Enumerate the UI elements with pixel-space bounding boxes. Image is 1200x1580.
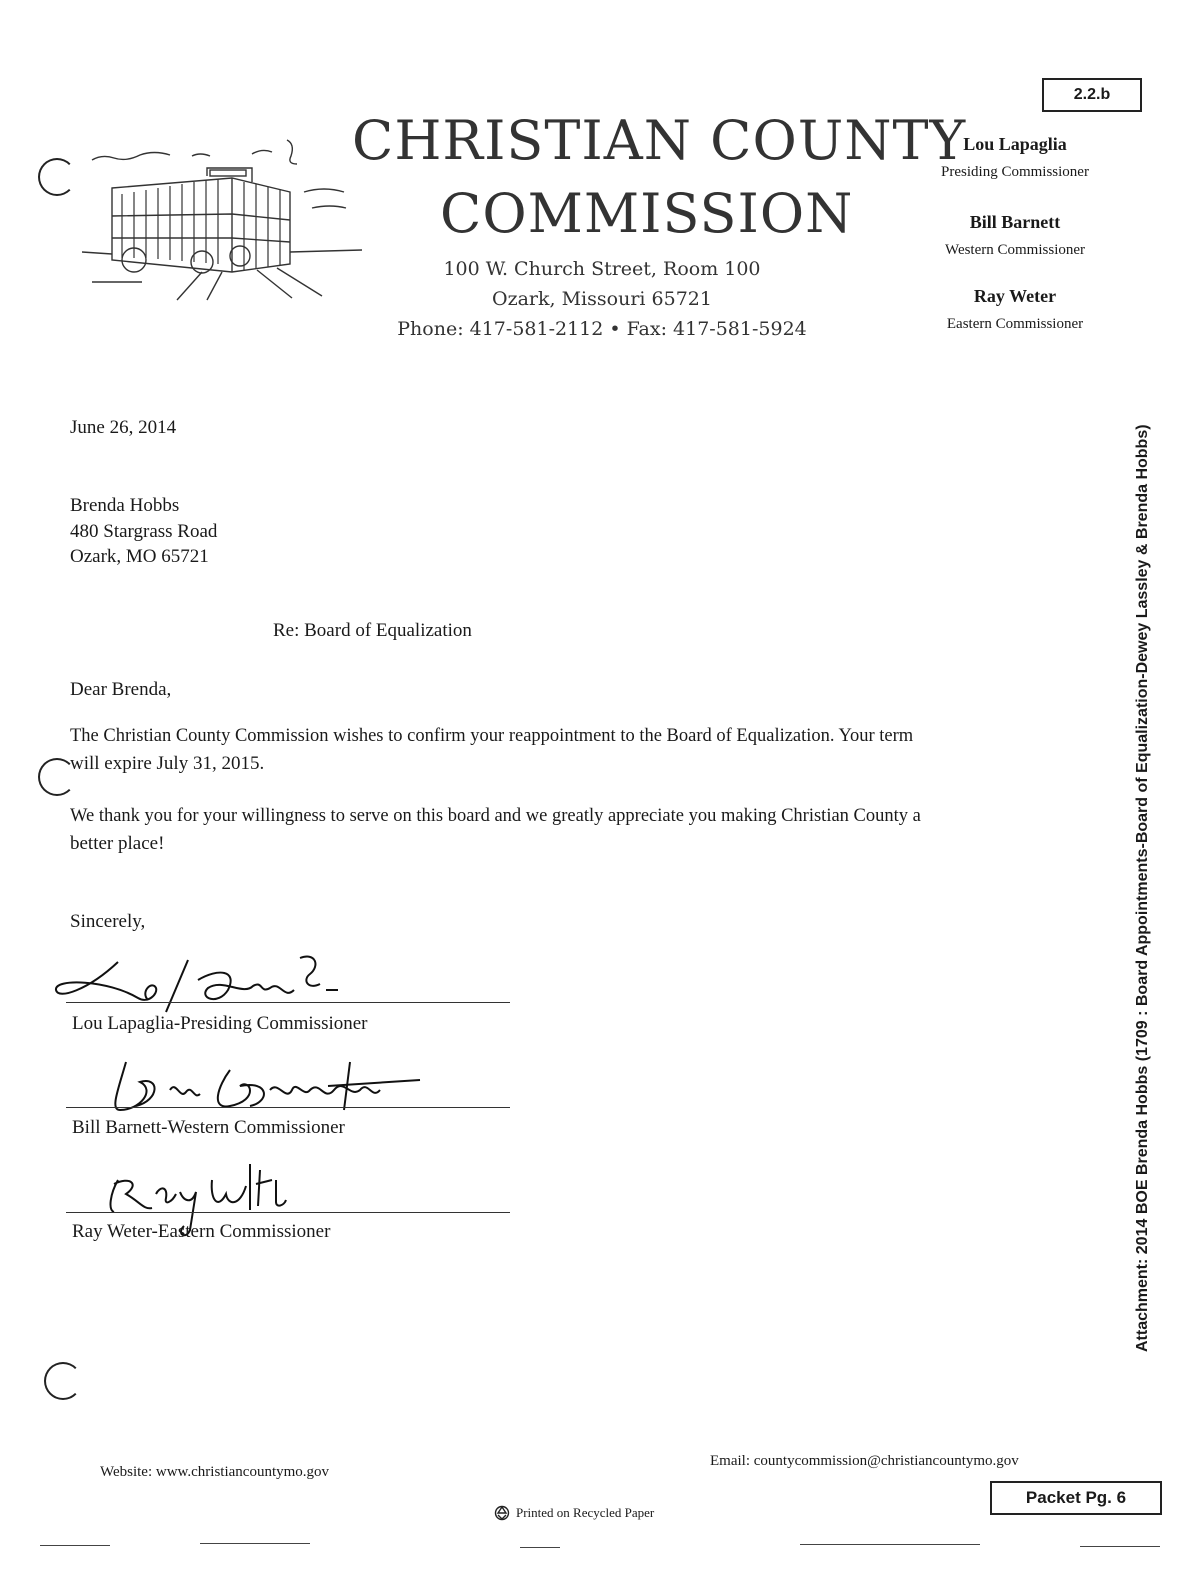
footer-website: Website: www.christiancountymo.gov bbox=[100, 1464, 330, 1480]
recycle-icon bbox=[494, 1505, 510, 1521]
signature-line bbox=[66, 1107, 510, 1108]
scan-artifact-line bbox=[1080, 1546, 1160, 1547]
scan-artifact-line bbox=[40, 1545, 110, 1546]
commissioner-role: Presiding Commissioner bbox=[941, 164, 1089, 180]
footer-email: Email: countycommission@christiancountymo.gov bbox=[710, 1453, 1019, 1469]
letter-date: June 26, 2014 bbox=[70, 417, 177, 438]
signature-line bbox=[66, 1002, 510, 1003]
letterhead-phone-fax: Phone: 417-581-2112 • Fax: 417-581-5924 bbox=[397, 318, 807, 340]
punch-hole-icon bbox=[44, 1362, 82, 1400]
recycled-text: Printed on Recycled Paper bbox=[516, 1505, 655, 1520]
scan-artifact-line bbox=[200, 1543, 310, 1544]
paragraph-line: better place! bbox=[70, 833, 165, 854]
signature-caption: Ray Weter-Eastern Commissioner bbox=[72, 1221, 331, 1242]
commissioner-name: Ray Weter bbox=[973, 286, 1057, 306]
signature-line bbox=[66, 1212, 510, 1213]
punch-hole-icon bbox=[38, 158, 76, 196]
recipient-line: 480 Stargrass Road bbox=[70, 521, 218, 542]
recycled-note bbox=[494, 1503, 754, 1523]
subject-line: Re: Board of Equalization bbox=[273, 620, 472, 641]
recipient-line: Ozark, MO 65721 bbox=[70, 546, 209, 567]
letterhead-address1: 100 W. Church Street, Room 100 bbox=[443, 258, 761, 280]
signature-caption: Bill Barnett-Western Commissioner bbox=[72, 1117, 345, 1138]
scan-artifact-line bbox=[520, 1547, 560, 1548]
commissioner-name: Lou Lapaglia bbox=[963, 134, 1067, 154]
paragraph-line: We thank you for your willingness to serve on this board and we greatly appreciate you making Christian County a bbox=[70, 806, 921, 826]
commissioner-name: Bill Barnett bbox=[969, 212, 1061, 232]
letterhead-address2: Ozark, Missouri 65721 bbox=[492, 288, 712, 310]
attachment-sidebar-text: Attachment: 2014 BOE Brenda Hobbs (1709 : Board Appointments-Board of Equalization-Dewey Lassley & Brenda Hobbs) bbox=[1134, 424, 1151, 1352]
signature-caption: Lou Lapaglia-Presiding Commissioner bbox=[72, 1013, 368, 1034]
scan-artifact-line bbox=[800, 1544, 980, 1545]
commissioner-role: Western Commissioner bbox=[944, 242, 1086, 258]
item-tag: 2.2.b bbox=[1042, 78, 1142, 112]
commissioner-role: Eastern Commissioner bbox=[946, 316, 1084, 332]
packet-page-badge: Packet Pg. 6 bbox=[990, 1481, 1162, 1515]
letterhead-title-line1: CHRISTIAN COUNTY bbox=[352, 109, 967, 172]
letterhead-title-line2: COMMISSION bbox=[440, 182, 854, 245]
paragraph-line: will expire July 31, 2015. bbox=[70, 753, 265, 774]
closing: Sincerely, bbox=[70, 911, 146, 932]
courthouse-illustration bbox=[82, 132, 372, 302]
salutation: Dear Brenda, bbox=[70, 679, 172, 700]
paragraph-line: The Christian County Commission wishes to confirm your reappointment to the Board of Equalization. Your term bbox=[70, 726, 914, 746]
recipient-line: Brenda Hobbs bbox=[70, 495, 180, 516]
